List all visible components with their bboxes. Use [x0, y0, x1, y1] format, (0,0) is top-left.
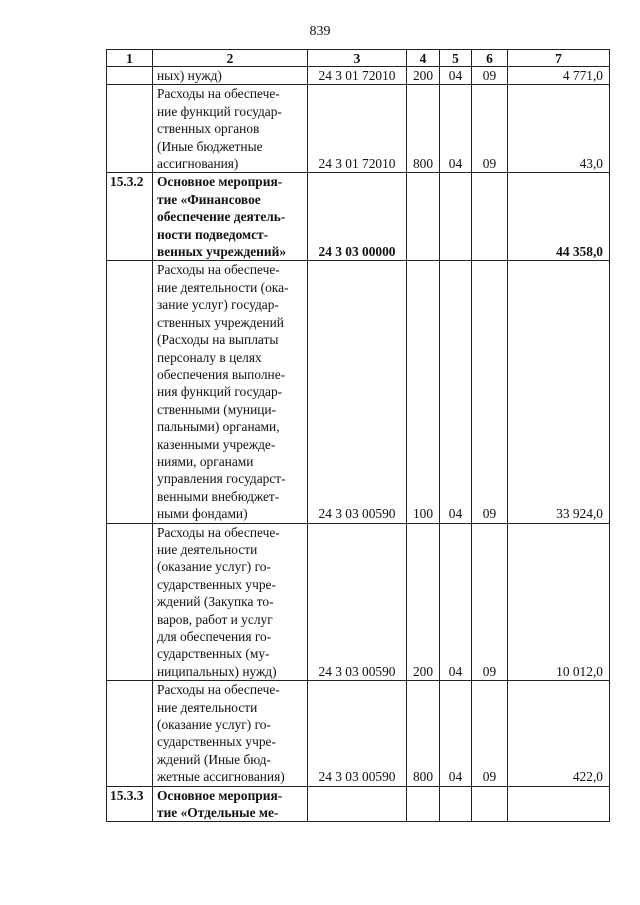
subsection-cell [472, 786, 508, 822]
target-code-cell: 24 3 01 72010 [308, 85, 407, 173]
row-number-cell [107, 67, 153, 85]
header-cell: 4 [407, 50, 440, 67]
section-cell [440, 786, 472, 822]
subsection-cell: 09 [472, 85, 508, 173]
subsection-cell [472, 173, 508, 261]
table-row [107, 523, 610, 681]
section-cell: 04 [440, 261, 472, 523]
table-row [107, 173, 610, 261]
expense-name-cell: Расходы на обеспече- ние деятельности (оказание услуг) го- сударственных учре- ждений (Закупка то- варов, работ и услуг для обеспечения го- сударственных (му- ниципальных) нужд) [153, 523, 308, 681]
expense-name-cell: ных) нужд) [153, 67, 308, 85]
section-cell: 04 [440, 67, 472, 85]
subsection-cell: 09 [472, 261, 508, 523]
amount-cell [508, 786, 610, 822]
subsection-cell: 09 [472, 681, 508, 786]
expense-type-cell: 800 [407, 85, 440, 173]
table-header-row [107, 50, 610, 67]
expense-name-cell: Расходы на обеспече- ние деятельности (ока- зание услуг) государ- ственных учреждений (Расходы на выплаты персоналу в целях обеспечения выполне- ния функций государ- ственными (муници- пальными) органами, казенными учрежде- ниями, органами управления государст- венными внебюджет- ными фондами) [153, 261, 308, 523]
row-number-cell [107, 681, 153, 786]
row-number-cell: 15.3.2 [107, 173, 153, 261]
expense-type-cell: 200 [407, 67, 440, 85]
expense-name-cell: Расходы на обеспече- ние деятельности (оказание услуг) го- сударственных учре- ждений (Иные бюд- жетные ассигнования) [153, 681, 308, 786]
amount-cell: 44 358,0 [508, 173, 610, 261]
subsection-cell: 09 [472, 523, 508, 681]
row-number-cell: 15.3.3 [107, 786, 153, 822]
expense-name-cell: Основное мероприя- тие «Отдельные ме- [153, 786, 308, 822]
table-row [107, 261, 610, 523]
target-code-cell: 24 3 03 00000 [308, 173, 407, 261]
header-cell: 5 [440, 50, 472, 67]
expense-name-cell: Расходы на обеспече- ние функций государ- ственных органов (Иные бюджетные ассигнования) [153, 85, 308, 173]
target-code-cell: 24 3 03 00590 [308, 261, 407, 523]
expense-type-cell: 800 [407, 681, 440, 786]
expense-name-cell: Основное мероприя- тие «Финансовое обеспечение деятель- ности подведомст- венных учреждений» [153, 173, 308, 261]
expense-type-cell [407, 173, 440, 261]
header-cell: 6 [472, 50, 508, 67]
amount-cell: 422,0 [508, 681, 610, 786]
table-row [107, 67, 610, 85]
expense-type-cell: 200 [407, 523, 440, 681]
target-code-cell: 24 3 03 00590 [308, 681, 407, 786]
row-number-cell [107, 261, 153, 523]
amount-cell: 4 771,0 [508, 67, 610, 85]
page-number: 839 [309, 24, 331, 39]
target-code-cell [308, 786, 407, 822]
header-cell: 2 [153, 50, 308, 67]
section-cell: 04 [440, 85, 472, 173]
row-number-cell [107, 523, 153, 681]
header-cell: 1 [107, 50, 153, 67]
row-number-cell [107, 85, 153, 173]
subsection-cell: 09 [472, 67, 508, 85]
table-row [107, 85, 610, 173]
header-cell: 7 [508, 50, 610, 67]
section-cell: 04 [440, 681, 472, 786]
expense-type-cell: 100 [407, 261, 440, 523]
amount-cell: 33 924,0 [508, 261, 610, 523]
expense-type-cell [407, 786, 440, 822]
section-cell [440, 173, 472, 261]
budget-table [106, 49, 610, 822]
section-cell: 04 [440, 523, 472, 681]
table-row [107, 786, 610, 822]
header-cell: 3 [308, 50, 407, 67]
amount-cell: 43,0 [508, 85, 610, 173]
table-row [107, 681, 610, 786]
amount-cell: 10 012,0 [508, 523, 610, 681]
target-code-cell: 24 3 01 72010 [308, 67, 407, 85]
target-code-cell: 24 3 03 00590 [308, 523, 407, 681]
